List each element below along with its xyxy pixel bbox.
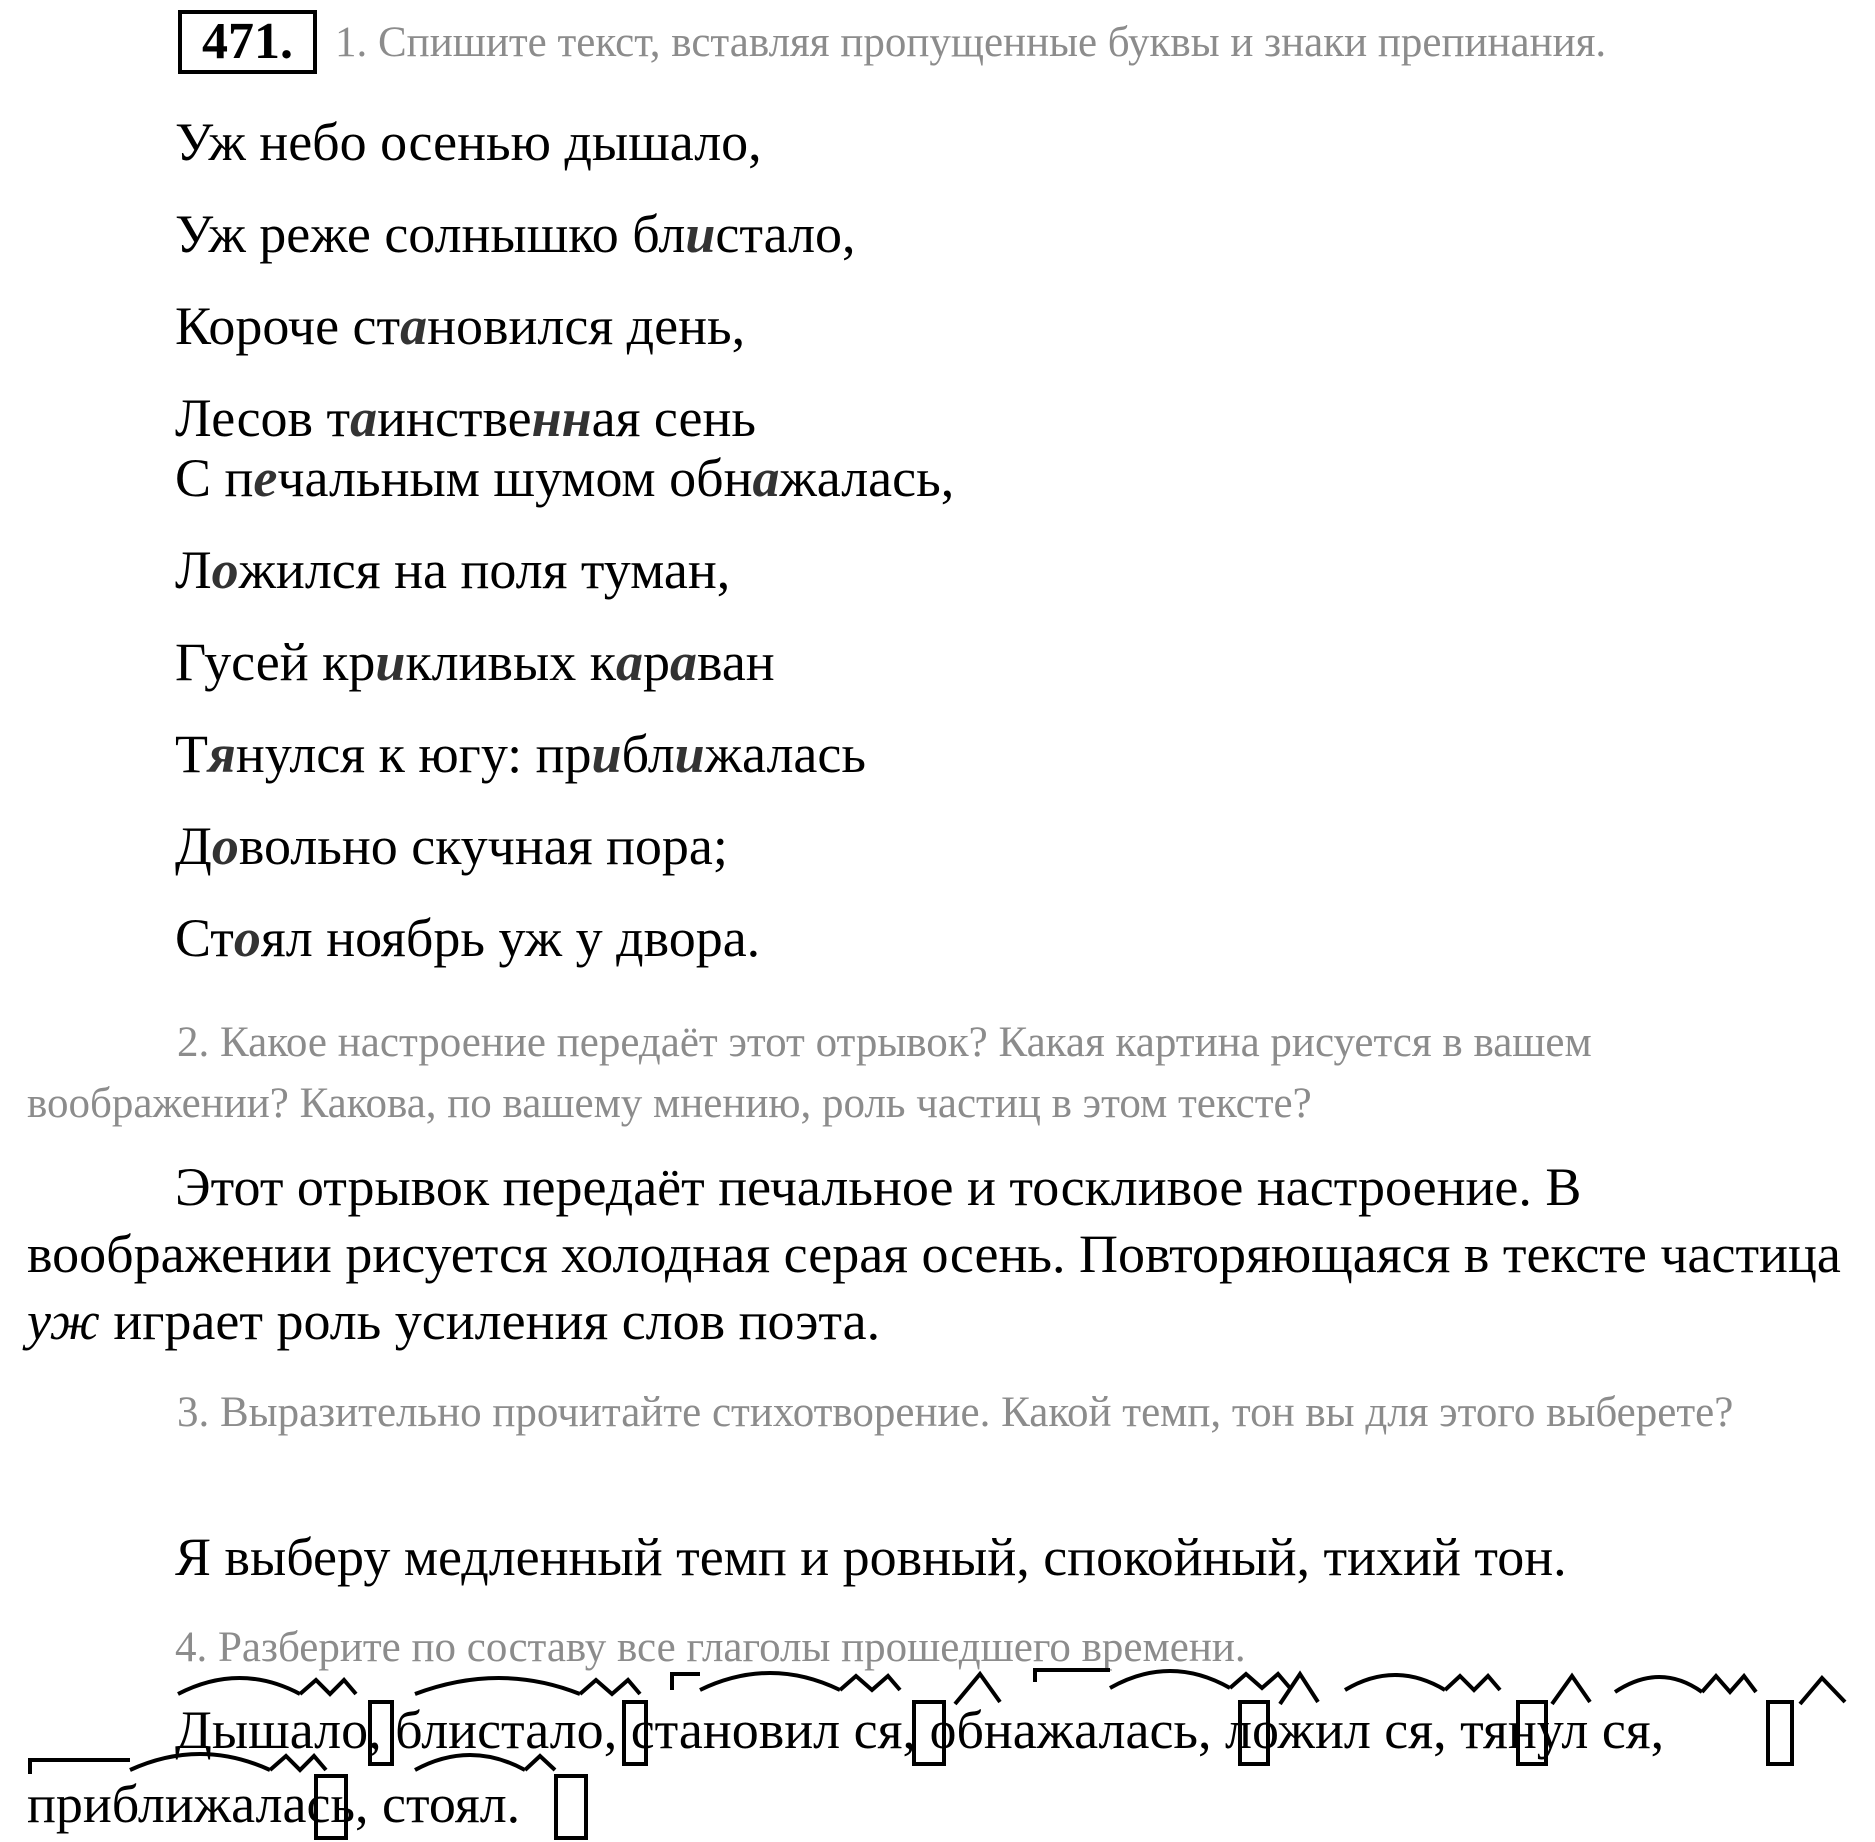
inserted-letter: и bbox=[591, 724, 622, 784]
root-arc bbox=[178, 1678, 300, 1694]
verb-lozhilsya: ложил ся bbox=[1225, 1700, 1434, 1760]
root-arc bbox=[415, 1678, 580, 1694]
suffix-mark bbox=[840, 1676, 900, 1690]
inserted-letter: нн bbox=[531, 388, 592, 448]
suffix-mark bbox=[1445, 1676, 1500, 1690]
inserted-letter: о bbox=[211, 816, 239, 876]
inserted-letter: я bbox=[208, 724, 236, 784]
inserted-letter: а bbox=[752, 448, 780, 508]
ending-box bbox=[370, 1702, 392, 1764]
ending-box bbox=[1768, 1702, 1792, 1764]
root-arc bbox=[1345, 1675, 1445, 1690]
task-4: 4. Разберите по составу все глаголы прошедшего времени. bbox=[175, 1624, 1246, 1671]
verse-text: р bbox=[643, 632, 671, 692]
verse-text: Лесов т bbox=[175, 388, 351, 448]
verse-text: чальным шумом обн bbox=[277, 448, 753, 508]
verse-text: Гусей кр bbox=[175, 632, 376, 692]
prefix-mark bbox=[1035, 1670, 1110, 1682]
verb-dyshalo: Дышало bbox=[175, 1700, 369, 1760]
task-3: 3. Выразительно прочитайте стихотворение. Какой темп, тон вы для этого выберете? bbox=[177, 1389, 1734, 1436]
inserted-letter: а bbox=[350, 388, 378, 448]
verse-text: ял ноябрь уж у двора. bbox=[260, 908, 761, 968]
verb-priblizhalas: приближалась bbox=[27, 1774, 356, 1834]
inserted-letter: а bbox=[670, 632, 698, 692]
root-arc bbox=[1110, 1671, 1230, 1688]
ending-box bbox=[624, 1702, 646, 1764]
verse-text: С п bbox=[175, 448, 254, 508]
verse-text: новился день, bbox=[427, 296, 746, 356]
postfix-mark bbox=[1800, 1678, 1845, 1704]
ending-box bbox=[914, 1702, 944, 1764]
ending-box bbox=[1518, 1702, 1546, 1764]
verse-text: жалась, bbox=[779, 448, 955, 508]
postfix-mark bbox=[1552, 1676, 1590, 1704]
verse-text: стало, bbox=[715, 204, 856, 264]
suffix-mark bbox=[1702, 1676, 1756, 1692]
verse-text: ая сень bbox=[591, 388, 757, 448]
verse-text: вольно скучная пора; bbox=[238, 816, 728, 876]
verse-text: инстве bbox=[377, 388, 532, 448]
ending-box bbox=[316, 1776, 346, 1838]
verse-text: жился на поля туман, bbox=[238, 540, 731, 600]
postfix-mark bbox=[955, 1674, 1000, 1704]
inserted-letter: и bbox=[674, 724, 705, 784]
verse-text: бл bbox=[621, 724, 675, 784]
root-arc bbox=[130, 1754, 270, 1770]
root-arc bbox=[1615, 1677, 1702, 1692]
verse-text: Короче ст bbox=[175, 296, 401, 356]
prefix-mark bbox=[30, 1760, 130, 1774]
ending-box bbox=[1240, 1702, 1268, 1764]
inserted-letter: о bbox=[233, 908, 261, 968]
suffix-mark bbox=[300, 1680, 356, 1694]
particle-uzh: уж bbox=[27, 1291, 100, 1351]
verse-text: жалась bbox=[704, 724, 866, 784]
answer-2-before: Этот отрывок передаёт печальное и тоскливое настроение. В воображении рисуется холодная серая осень. Повторяющаяся в тексте частица bbox=[27, 1157, 1841, 1284]
root-arc bbox=[700, 1673, 840, 1690]
morpheme-line-1: Дышало, блистало, становил ся, обнажалась, ложил ся, тянул ся, bbox=[175, 1700, 1665, 1760]
task-2: 2. Какое настроение передаёт этот отрывок? Какая картина рисуется в вашем воображении? Какова, по вашему мнению, роль частиц в этом тексте? bbox=[27, 1019, 1592, 1127]
verb-obnazhalas: обнажалась bbox=[929, 1700, 1199, 1760]
verse-text: Уж небо осенью дышало, bbox=[175, 112, 762, 172]
root-arc bbox=[415, 1755, 525, 1770]
verse-text: Т bbox=[175, 724, 208, 784]
verse-text: ван bbox=[697, 632, 775, 692]
verb-blistalo: блистало bbox=[395, 1700, 604, 1760]
inserted-letter: а bbox=[616, 632, 644, 692]
inserted-letter: о bbox=[211, 540, 239, 600]
postfix-mark bbox=[1280, 1674, 1318, 1704]
suffix-mark bbox=[525, 1756, 555, 1770]
prefix-mark bbox=[672, 1674, 700, 1690]
morpheme-line-2: приближалась, стоял. bbox=[27, 1774, 521, 1834]
suffix-mark bbox=[1230, 1674, 1290, 1688]
verse-text: нулся к югу: пр bbox=[235, 724, 592, 784]
inserted-letter: а bbox=[400, 296, 428, 356]
suffix-mark bbox=[580, 1680, 640, 1694]
inserted-letter: и bbox=[685, 204, 716, 264]
verb-stoyal: стоял bbox=[382, 1774, 507, 1834]
inserted-letter: е bbox=[253, 448, 278, 508]
verse-text: кливых к bbox=[405, 632, 617, 692]
verb-stanovilsya: становил ся bbox=[630, 1700, 903, 1760]
verb-tyanulsya: тянул ся bbox=[1460, 1700, 1651, 1760]
verse-text: Уж реже солнышко бл bbox=[175, 204, 686, 264]
verse-text: Д bbox=[175, 816, 212, 876]
verse-text: Л bbox=[175, 540, 212, 600]
suffix-mark bbox=[270, 1756, 326, 1770]
ending-box bbox=[556, 1776, 586, 1838]
inserted-letter: и bbox=[375, 632, 406, 692]
task-1: 1. Спишите текст, вставляя пропущенные буквы и знаки препинания. bbox=[335, 19, 1607, 66]
exercise-number: 471. bbox=[178, 10, 317, 74]
verse-text: Ст bbox=[175, 908, 234, 968]
answer-3: Я выберу медленный темп и ровный, спокойный, тихий тон. bbox=[175, 1527, 1567, 1587]
answer-2-after: играет роль усиления слов поэта. bbox=[99, 1291, 881, 1351]
